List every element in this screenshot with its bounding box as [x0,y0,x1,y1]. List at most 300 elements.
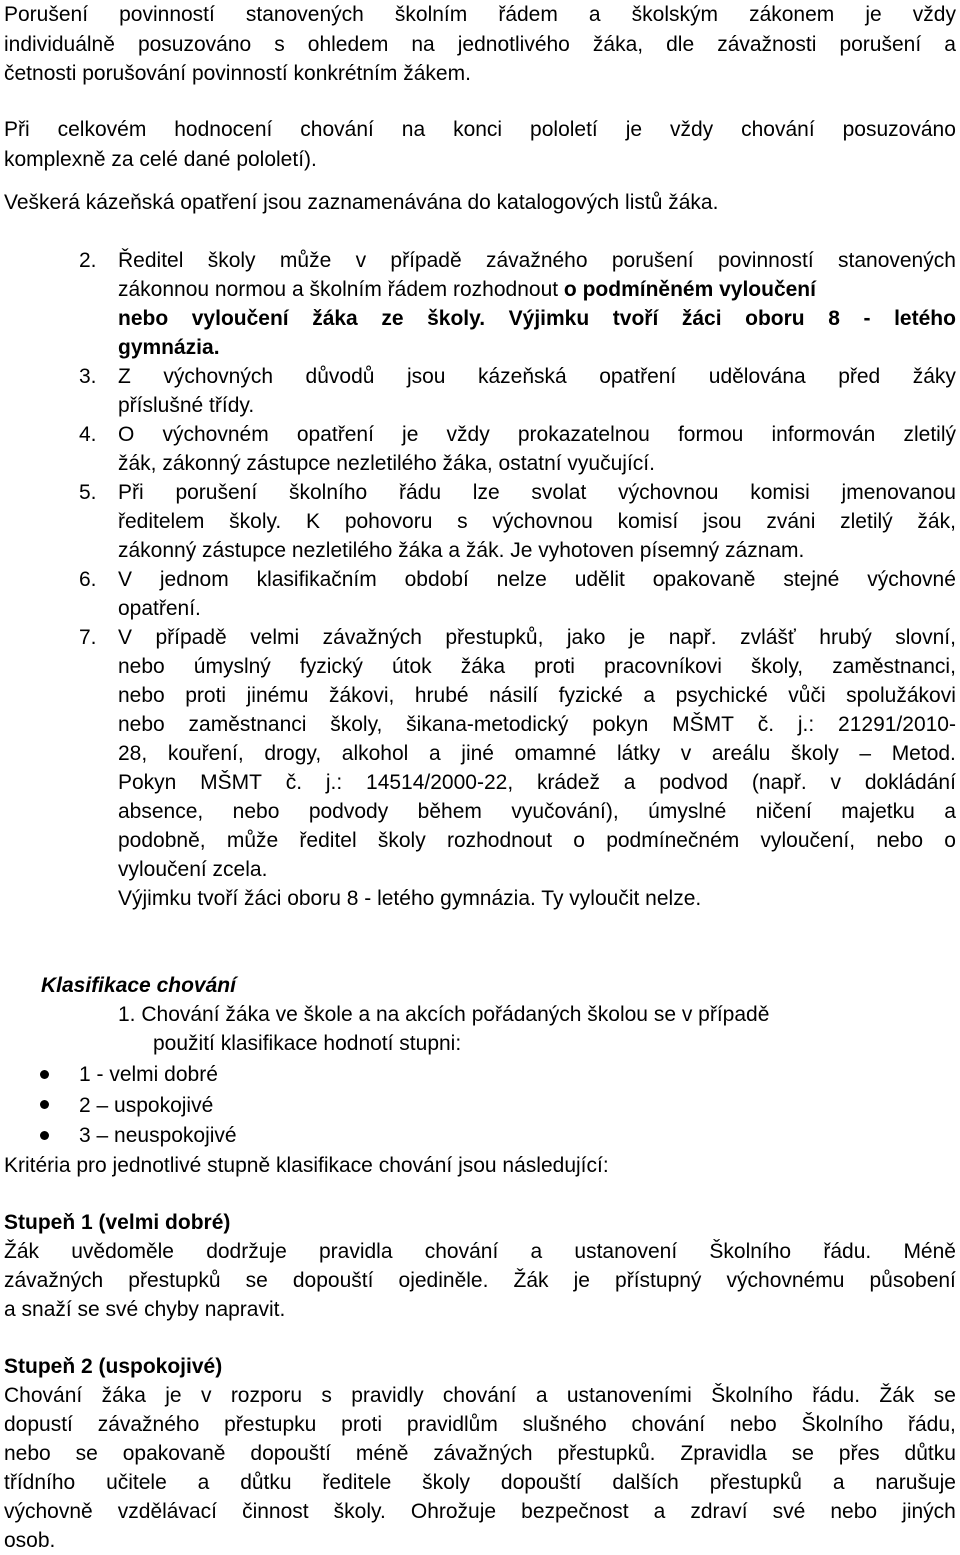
word: 14514/2000-22, [366,771,514,794]
item-7-line-6 [118,768,956,797]
word: kázeňská [477,365,567,388]
word: v [355,249,367,272]
word: Pokyn [118,771,177,794]
word: jiné [461,742,494,765]
word: závažných [433,1442,533,1465]
word: Žák [879,1384,915,1407]
word: ohledem [307,33,389,56]
word: a [588,3,601,26]
word: v [680,742,692,765]
item-4-line-2: žák, zákonný zástupce nezletilého žáka, ostatní vyučující. [118,452,655,475]
item-2-line-4: gymnázia. [118,336,220,359]
stupen-2-line-1 [4,1381,956,1410]
word: žáka, [592,33,644,56]
word: látky [616,742,661,765]
word: Ohrožuje [410,1500,497,1523]
word: areálu [711,742,771,765]
word: Žák [4,1240,40,1263]
stupen-2-line-4 [4,1468,956,1497]
word: důtku [240,1471,292,1494]
word: absence, [118,800,204,823]
word: před [838,365,881,388]
word: Při [118,481,144,504]
word: pravidlům [406,1413,498,1436]
intro-line-6: Veškerá kázeňská opatření jsou zaznamenávána do katalogových listů žáka. [4,191,719,214]
word: udělována [708,365,806,388]
stupen-1-line-3: a snaží se své chyby napravit. [4,1298,286,1321]
word: přestupku [224,1413,317,1436]
word: závažného [485,249,588,272]
item-7-line-7 [118,797,956,826]
word: dopouští [250,1442,331,1465]
word: nebo [876,829,924,852]
word: řádu. [823,1240,872,1263]
intro-line-5: komplexně za celé dané pololetí). [4,148,317,171]
word: školy, [751,655,804,678]
word: přestupků [128,1269,221,1292]
word: č. [285,771,303,794]
word: může [226,829,279,852]
word: ze [381,307,404,330]
word: výchovném [162,423,269,446]
word: zvlášť [740,626,796,649]
item-5-line-1 [118,478,956,507]
word: jsou [406,365,446,388]
word: s [321,1384,332,1407]
word: a [832,1471,845,1494]
grade-item-2: 2 – uspokojivé [79,1094,214,1117]
word: podmínečném [606,829,740,852]
word: prokazatelnou [517,423,650,446]
word: dopustí [4,1413,73,1436]
word: povinností [717,249,814,272]
word: ředitelem [118,510,205,533]
item-4-number: 4. [79,423,97,446]
word: žáka [101,1384,146,1407]
word: jmenovanou [841,481,956,504]
word: nebo [232,800,280,823]
word: je [865,3,882,26]
word: třídního [4,1471,76,1494]
word: jiných [902,1500,956,1523]
word: stanovených [245,3,364,26]
word: výchovně [4,1500,93,1523]
word: ředitel [299,829,357,852]
word: dokládání [864,771,956,794]
item-5-number: 5. [79,481,97,504]
word: celkovém [57,118,147,141]
word: spolužákovi [846,684,956,707]
word: K [306,510,321,533]
word: žák, [917,510,956,533]
word: hrubé [414,684,469,707]
word: školy [207,249,256,272]
word: MŠMT [672,713,734,736]
intro-line-2 [4,30,956,59]
word: porušení [611,249,694,272]
grade-item-3: 3 – neuspokojivé [79,1124,237,1147]
word: pokyn [592,713,649,736]
word: lze [472,481,500,504]
word: řádu. [812,1384,861,1407]
word: proti [185,684,227,707]
word: ředitele [322,1471,392,1494]
word: oboru [745,307,805,330]
word: a [653,1500,666,1523]
word: přestupků [709,1471,802,1494]
word: výchovnou [618,481,719,504]
word: přestupků. [557,1442,656,1465]
word: úmyslné [648,800,727,823]
word: - [863,307,871,330]
word: učitele [106,1471,167,1494]
klasifikace-heading: Klasifikace chování [41,974,236,997]
word: konci [453,118,503,141]
word: j.: [325,771,343,794]
word: zváni [766,510,816,533]
word: důvodů [305,365,375,388]
word: vždy [670,118,714,141]
word: školy. [229,510,282,533]
item-3-number: 3. [79,365,97,388]
word: zaměstnanci [188,713,307,736]
word: v [830,771,842,794]
klasifikace-sub-line-2: použití klasifikace hodnotí stupni: [153,1032,462,1055]
word: omamné [514,742,597,765]
item-7-line-5 [118,739,956,768]
word: školy. [333,1500,386,1523]
word: na [411,33,435,56]
word: porušení [175,481,258,504]
word: chování [631,1413,706,1436]
word: a [197,1471,210,1494]
item-5-line-2 [118,507,956,536]
word: opakovaně [652,568,756,591]
word: je [165,1384,182,1407]
word: velmi [250,626,300,649]
word: 28, [118,742,148,765]
word: závažnosti [717,33,817,56]
word: nebo [830,1500,878,1523]
word: vyloučení [191,307,289,330]
word: Výjimku [508,307,590,330]
word: se [75,1442,98,1465]
word: nebo [118,684,165,707]
word: jako [566,626,606,649]
word: chování [424,1240,499,1263]
word: fyzický [299,655,363,678]
item-4-line-1 [118,420,956,449]
word: chování [741,118,815,141]
word: žáka [460,655,506,678]
word: školy [377,829,426,852]
item-2-line-1 [118,246,956,275]
word: Žák [513,1269,549,1292]
item-3-line-2: příslušné třídy. [118,394,255,417]
word: Chování [4,1384,83,1407]
item-7-line-2 [118,652,956,681]
word: žáka [312,307,358,330]
word: nebo [118,655,165,678]
bullet-icon [40,1070,49,1079]
word: Při [4,118,30,141]
word: udělit [574,568,625,591]
stupen-2-line-6: osob. [4,1529,56,1552]
word: důtku [904,1442,956,1465]
word: závažných [322,626,422,649]
word: dopouští [500,1471,582,1494]
word: a [643,684,656,707]
word: je [402,423,419,446]
word: nebo [4,1442,51,1465]
bullet-icon [40,1100,49,1109]
word: šikana-metodický [406,713,569,736]
word: komisi [750,481,810,504]
stupen-2-heading: Stupeň 2 (uspokojivé) [4,1355,223,1378]
item-2-line-2 [118,275,956,304]
word: letého [894,307,956,330]
item-7-line-4 [118,710,956,739]
word: výchovnému [726,1269,845,1292]
item-5-line-3: zákonný zástupce nezletilého žáka a žák. Je vyhotoven písemný záznam. [118,539,805,562]
word: na [401,118,426,141]
item-7-line-10: Výjimku tvoří žáci oboru 8 - letého gymnázia. Ty vyloučit nelze. [118,887,702,910]
word: nebo [118,307,169,330]
word: Školního [801,1413,884,1436]
word: hrubý [819,626,872,649]
word: školy, [330,713,383,736]
word: dopouští [292,1269,374,1292]
word: (např. [751,771,807,794]
word: komisí [617,510,679,533]
word: pracovníkovi [604,655,722,678]
word: stejné [783,568,840,591]
word: se [933,1384,956,1407]
item-6-line-1 [118,565,956,594]
word: období [404,568,469,591]
word: méně [355,1442,409,1465]
stupen-2-line-2 [4,1410,956,1439]
word: nebo [729,1413,777,1436]
item-2-line-3 [118,304,956,333]
word: povinností [119,3,215,26]
word: a [944,800,956,823]
word: jednom [159,568,229,591]
word: tvoří [612,307,659,330]
word: j.: [797,713,815,736]
word: vůči [788,684,826,707]
intro-line-3: četnosti porušování povinností konkrétním žákem. [4,62,471,85]
word: činnost [242,1500,309,1523]
word: posuzováno [842,118,956,141]
word: závažného [97,1413,200,1436]
word: školy. [427,307,486,330]
word: Porušení [4,3,89,26]
item-2-number: 2. [79,249,97,272]
word: narušuje [875,1471,956,1494]
klasifikace-sub-line-1: 1. Chování žáka ve škole a na akcích pořádaných školou se v případě [118,1003,770,1026]
word: pohovoru [344,510,433,533]
word: přestupků, [445,626,544,649]
item-2-line-2-text: zákonnou normou a školním řádem rozhodnout [118,278,564,301]
word: s [274,33,285,56]
word: ničení [755,800,812,823]
word: a [428,742,441,765]
word: např. [668,626,717,649]
word: a [530,1240,543,1263]
word: pololetí [530,118,598,141]
word: o [944,829,956,852]
word: zákonem [749,3,835,26]
item-7-line-9: vyloučení zcela. [118,858,268,881]
word: zdraví [690,1500,748,1523]
word: Zpravidla [680,1442,767,1465]
word: vždy [446,423,490,446]
word: formou [677,423,744,446]
word: dalších [612,1471,679,1494]
word: opakovaně [122,1442,226,1465]
word: vždy [912,3,956,26]
word: rozhodnout [446,829,553,852]
word: alkohol [341,742,409,765]
word: působení [869,1269,956,1292]
word: žákovi, [329,684,395,707]
word: nebo [118,713,165,736]
word: MŠMT [200,771,262,794]
word: Méně [903,1240,956,1263]
stupen-2-line-5 [4,1497,956,1526]
word: s [457,510,468,533]
word: proti [534,655,575,678]
word: ojediněle. [398,1269,489,1292]
word: školního [288,481,368,504]
word: násilí [489,684,539,707]
stupen-1-line-1 [4,1237,956,1266]
word: případě [155,626,227,649]
word: a [535,1384,548,1407]
word: výchovnou [492,510,593,533]
stupen-1-heading: Stupeň 1 (velmi dobré) [4,1211,231,1234]
word: bezpečnost [521,1500,629,1523]
word: hodnocení [174,118,273,141]
word: přístupný [615,1269,702,1292]
word: Z [118,365,131,388]
word: útok [391,655,432,678]
word: ustanoveními [566,1384,692,1407]
word: se [245,1269,268,1292]
word: se [791,1442,814,1465]
word: řádem [498,3,558,26]
word: fyzické [558,684,623,707]
word: podvody [308,800,389,823]
word: a [623,771,636,794]
word: nelze [496,568,547,591]
word: žáky [912,365,956,388]
word: majetku [841,800,915,823]
word: kouření, [167,742,244,765]
item-7-line-8 [118,826,956,855]
word: pravidly [351,1384,424,1407]
bullet-icon [40,1131,49,1140]
word: chování [442,1384,517,1407]
word: může [279,249,332,272]
word: je [625,118,643,141]
word: řádu, [908,1413,956,1436]
word: dle [666,33,695,56]
word: ustanovení [574,1240,678,1263]
word: závažných [4,1269,104,1292]
word: je [573,1269,590,1292]
word: 8 [828,307,840,330]
word: Metod. [891,742,956,765]
item-7-number: 7. [79,626,97,649]
word: je [628,626,646,649]
word: jsou [703,510,742,533]
word: porušení [839,33,922,56]
word: školy [422,1471,471,1494]
item-7-line-1 [118,623,956,652]
word: drogy, [264,742,322,765]
word: jednotlivého [457,33,570,56]
word: vyloučení, [760,829,856,852]
word: jinému [246,684,309,707]
word: klasifikačním [256,568,377,591]
grade-item-1: 1 - velmi dobré [79,1063,218,1086]
word: č. [757,713,775,736]
word: krádež [536,771,600,794]
word: v [200,1384,212,1407]
word: uvědoměle [71,1240,174,1263]
word: individuálně [4,33,115,56]
item-3-line-1 [118,362,956,391]
word: O [118,423,135,446]
item-7-line-3 [118,681,956,710]
word: školským [631,3,719,26]
word: Školního [709,1240,792,1263]
word: podobně, [118,829,206,852]
word: své [772,1500,806,1523]
word: a [944,33,956,56]
word: školním [394,3,468,26]
word: V [118,626,133,649]
word: žáci [681,307,722,330]
stupen-2-line-3 [4,1439,956,1468]
intro-line-1 [4,0,956,29]
item-6-line-2: opatření. [118,597,201,620]
word: výchovných [163,365,274,388]
word: slovní, [895,626,956,649]
word: rozporu [230,1384,303,1407]
word: výchovné [867,568,956,591]
word: dodržuje [206,1240,287,1263]
word: podvod [659,771,729,794]
word: případě [390,249,462,272]
word: chování [300,118,374,141]
word: vzdělávací [117,1500,217,1523]
word: opatření [296,423,374,446]
word: posuzováno [137,33,252,56]
word: svolat [531,481,587,504]
word: zletilý [840,510,893,533]
word: o [573,829,585,852]
item-6-number: 6. [79,568,97,591]
word: informován [771,423,876,446]
word: řádu [398,481,441,504]
word: slušného [522,1413,607,1436]
intro-line-4 [4,115,956,144]
word: úmyslný [193,655,271,678]
word: školy [790,742,839,765]
